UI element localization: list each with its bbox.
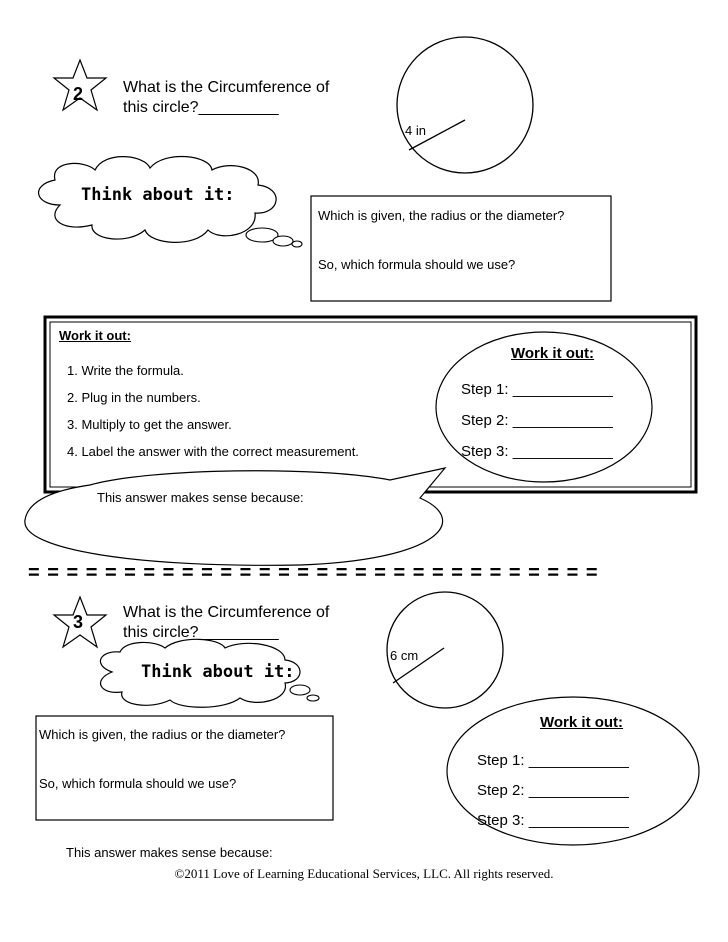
- copyright-footer: ©2011 Love of Learning Educational Services, LLC. All rights reserved.: [174, 866, 554, 881]
- step-item: 3. Multiply to get the answer.: [67, 417, 232, 432]
- question-line-2: this circle?_________: [123, 99, 279, 116]
- circle-diagram: [397, 37, 533, 173]
- step-item: 1. Write the formula.: [67, 363, 184, 378]
- question-line-1: What is the Circumference of: [123, 79, 330, 96]
- think-question-2: So, which formula should we use?: [318, 257, 516, 272]
- work-title: Work it out:: [59, 328, 131, 343]
- oval-step-2: Step 2: ____________: [461, 412, 613, 429]
- oval-step-1: Step 1: ____________: [477, 752, 629, 769]
- problem-number: 2: [73, 84, 84, 104]
- oval-title: Work it out:: [511, 345, 595, 362]
- think-question-2: So, which formula should we use?: [39, 776, 237, 791]
- section-separator: = = = = = = = = = = = = = = = = = = = = = = = = = = = = = =: [28, 562, 599, 584]
- circle-label: 4 in: [405, 123, 426, 138]
- step-item: 4. Label the answer with the correct measurement.: [67, 444, 359, 459]
- think-question-1: Which is given, the radius or the diameter?: [39, 727, 286, 742]
- sense-prompt: This answer makes sense because:: [97, 490, 304, 505]
- question-line-1: What is the Circumference of: [123, 604, 330, 621]
- question-line-2: this circle?_________: [123, 624, 279, 641]
- oval-step-2: Step 2: ____________: [477, 782, 629, 799]
- think-title: Think about it:: [81, 185, 235, 205]
- sense-prompt: This answer makes sense because:: [66, 845, 273, 860]
- thought-bubble: [290, 685, 310, 695]
- oval-title: Work it out:: [540, 714, 624, 731]
- problem-number: 3: [73, 612, 84, 632]
- thought-bubble: [307, 695, 319, 701]
- thought-bubble: [273, 236, 293, 246]
- step-item: 2. Plug in the numbers.: [67, 390, 201, 405]
- think-title: Think about it:: [141, 662, 295, 682]
- oval-step-3: Step 3: ____________: [461, 443, 613, 460]
- circle-label: 6 cm: [390, 648, 419, 663]
- thought-bubble: [292, 241, 302, 247]
- speech-bubble: [25, 468, 445, 565]
- oval-step-1: Step 1: ____________: [461, 381, 613, 398]
- oval-step-3: Step 3: ____________: [477, 812, 629, 829]
- think-question-1: Which is given, the radius or the diameter?: [318, 208, 565, 223]
